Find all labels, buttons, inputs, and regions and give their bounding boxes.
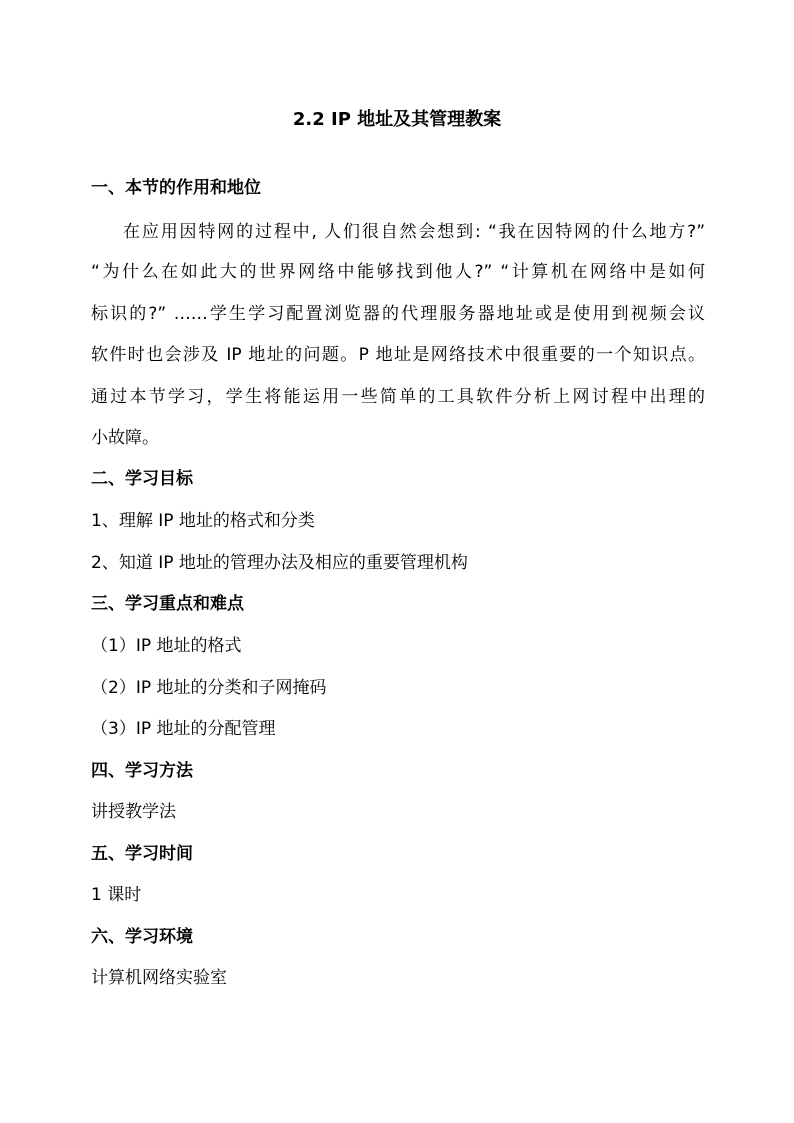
paragraph-line: 软件时也会涉及 IP 地址的问题。P 地址是网络技术中很重要的一个知识点。 <box>91 345 705 365</box>
paragraph-line: “为什么在如此大的世界网络中能够找到他人?” “计算机在网络中是如何 <box>91 262 705 282</box>
list-item: （3）IP 地址的分配管理 <box>91 719 276 739</box>
section-text: 1 课时 <box>91 885 142 905</box>
paragraph-line: 通过本节学习，学生将能运用一些简单的工具软件分析上网讨程中出理的 <box>91 387 705 407</box>
list-item: （2）IP 地址的分类和子网掩码 <box>91 678 327 698</box>
paragraph-line: 小故障。 <box>91 428 159 448</box>
page-title: 2.2 IP 地址及其管理教案 <box>292 109 502 130</box>
list-item: 2、知道 IP 地址的管理办法及相应的重要管理机构 <box>91 553 468 573</box>
section-heading: 二、学习目标 <box>91 469 193 489</box>
section-heading: 五、学习时间 <box>91 844 193 864</box>
section-heading: 三、学习重点和难点 <box>91 594 244 614</box>
list-item: 1、理解 IP 地址的格式和分类 <box>91 511 315 531</box>
section-heading: 六、学习环境 <box>91 927 193 947</box>
section-heading: 一、本节的作用和地位 <box>91 178 261 198</box>
list-item: （1）IP 地址的格式 <box>91 636 242 656</box>
paragraph-line: 标识的?” ……学生学习配置浏览器的代理服务器地址或是使用到视频会议 <box>91 304 705 324</box>
paragraph-line: 在应用因特网的过程中, 人们很自然会想到: “我在因特网的什么地方?” <box>123 222 705 242</box>
section-heading: 四、学习方法 <box>91 761 193 781</box>
section-text: 计算机网络实验室 <box>91 968 227 988</box>
section-text: 讲授教学法 <box>91 802 176 822</box>
